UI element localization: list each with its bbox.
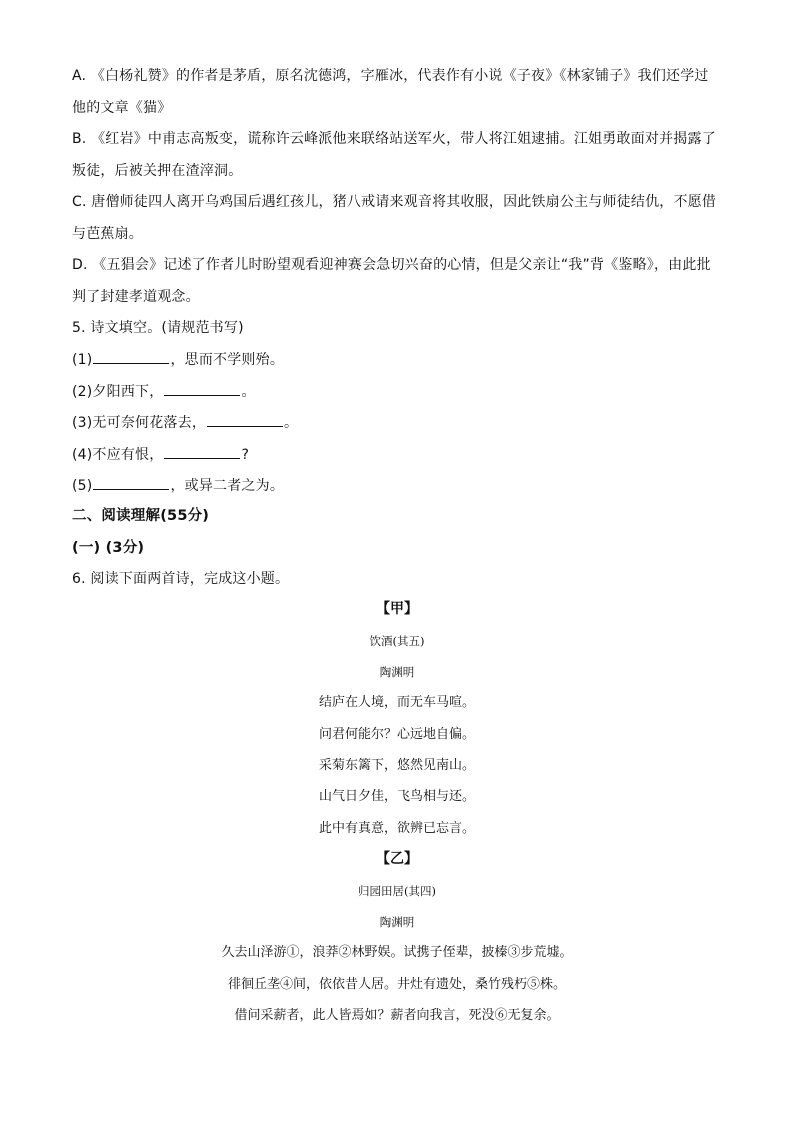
poem-jia-line: 结庐在人境，而无车马喧。 — [318, 695, 475, 710]
fill-item-5-suffix: ，或异二者之为。 — [170, 478, 285, 494]
fill-item-1-suffix: ，思而不学则殆。 — [170, 352, 285, 368]
fill-blank[interactable] — [207, 412, 283, 427]
poem-jia-line: 问君何能尔？心远地自偏。 — [318, 727, 475, 742]
poem-jia-line: 山气日夕佳，飞鸟相与还。 — [318, 789, 475, 804]
poem-jia-title: 饮酒(其五) — [369, 634, 425, 648]
fill-item-5-prefix: (5) — [72, 478, 93, 494]
poem-yi-line: 徘徊丘垄④间，依依昔人居。井灶有遗处，桑竹残朽⑤株。 — [227, 977, 566, 992]
fill-item-1-prefix: (1) — [72, 352, 93, 368]
fill-item-5 — [72, 475, 722, 496]
section-2-heading: 二、阅读理解(55分) — [72, 508, 210, 524]
poem-jia-label: 【甲】 — [376, 601, 418, 617]
subsection-1-heading: (一) (3分) — [72, 540, 145, 556]
poem-jia-author: 陶渊明 — [379, 665, 415, 679]
fill-blank[interactable] — [164, 381, 240, 396]
fill-item-4 — [72, 444, 722, 465]
poem-yi-line: 借问采薪者，此人皆焉如？薪者向我言，死没⑥无复余。 — [234, 1008, 560, 1023]
option-c-line2: 与芭蕉扇。 — [72, 226, 143, 242]
fill-item-2-prefix: (2)夕阳西下， — [72, 384, 164, 400]
fill-blank[interactable] — [164, 444, 240, 459]
poem-yi-title: 归园田居(其四) — [358, 884, 436, 898]
question-5-title: 5. 诗文填空。(请规范书写) — [72, 320, 244, 336]
fill-item-3 — [72, 412, 722, 433]
option-a-line2: 他的文章《猫》 — [72, 100, 172, 116]
fill-item-4-suffix: ? — [241, 447, 250, 463]
poem-yi-label: 【乙】 — [376, 851, 418, 867]
fill-item-2 — [72, 381, 722, 402]
poem-yi-author: 陶渊明 — [379, 915, 415, 929]
poem-jia-line: 此中有真意，欲辨已忘言。 — [318, 821, 475, 836]
fill-item-3-prefix: (3)无可奈何花落去， — [72, 415, 207, 431]
question-6-prompt: 6. 阅读下面两首诗，完成这小题。 — [72, 571, 290, 587]
option-b-line1: B. 《红岩》中甫志高叛变，谎称许云峰派他来联络站送军火，带人将江姐逮捕。江姐勇敢面对并揭露了 — [72, 131, 716, 147]
option-a-line1: A. 《白杨礼赞》的作者是茅盾，原名沈德鸿，字雁冰，代表作有小说《子夜》《林家铺子》我们还学过 — [72, 68, 709, 84]
option-b-line2: 叛徒，后被关押在渣滓洞。 — [72, 163, 243, 179]
poem-jia-line: 采菊东篱下，悠然见南山。 — [318, 758, 475, 773]
poem-yi-line: 久去山泽游①，浪莽②林野娱。试携子侄辈，披榛③步荒墟。 — [221, 945, 573, 960]
fill-item-4-prefix: (4)不应有恨， — [72, 447, 164, 463]
option-d-line1: D. 《五猖会》记述了作者儿时盼望观看迎神赛会急切兴奋的心情，但是父亲让“我”背《鉴略》，由此批 — [72, 257, 711, 273]
fill-item-2-suffix: 。 — [241, 384, 256, 400]
fill-item-1 — [72, 349, 722, 370]
fill-blank[interactable] — [93, 475, 169, 490]
fill-blank[interactable] — [93, 349, 169, 364]
option-d-line2: 判了封建孝道观念。 — [72, 289, 200, 305]
fill-item-3-suffix: 。 — [284, 415, 299, 431]
option-c-line1: C. 唐僧师徒四人离开乌鸡国后遇红孩儿，猪八戒请来观音将其收服，因此铁扇公主与师徒结仇，不愿借 — [72, 194, 717, 210]
